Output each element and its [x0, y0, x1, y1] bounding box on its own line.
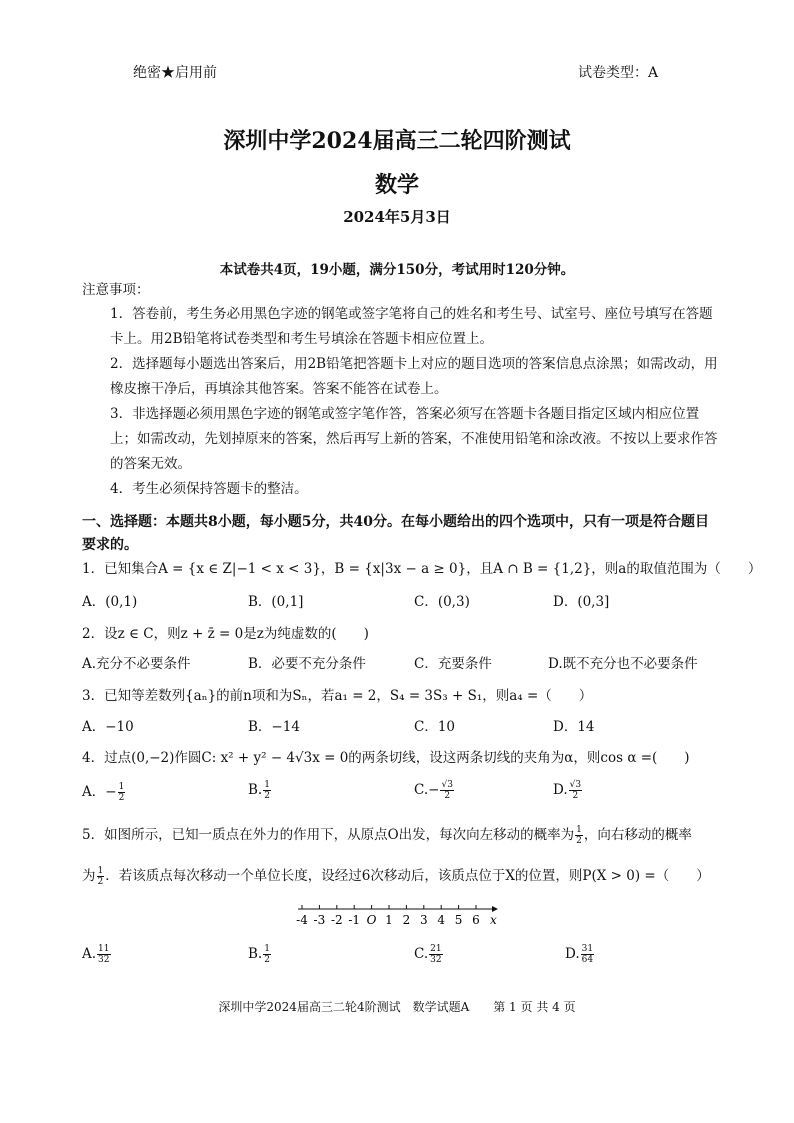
- q1-option-d: D．(0,3]: [553, 594, 610, 610]
- fraction: $\frac{31}{64}$: [581, 944, 594, 965]
- q4-option-b: B. $\frac{1}{2}$: [248, 780, 270, 801]
- fraction: $\frac{1}{2}$: [264, 944, 270, 965]
- number-line-tick-label: O: [366, 913, 377, 927]
- fraction: $\frac{√3}{2}$: [441, 780, 453, 801]
- question-3-stem: 3．已知等差数列{aₙ}的前n项和为Sₙ，若a₁ = 2，S₄ = 3S₃ + S₁，则a₄ =（ ）: [82, 688, 593, 704]
- q3-option-d: D．14: [553, 719, 595, 735]
- number-line-figure: [296, 900, 506, 930]
- question-4-stem: 4．过点(0,−2)作圆C: x² + y² − 4√3x = 0的两条切线，设这两条切线的夹角为α，则cos α =( ): [82, 750, 690, 766]
- number-line-tick-label: -1: [348, 913, 361, 927]
- q5-option-c: C. $\frac{21}{32}$: [414, 944, 442, 965]
- q4-option-d: D. $\frac{√3}{2}$: [553, 780, 582, 801]
- exam-info: 本试卷共4页，19小题，满分150分，考试用时120分钟。: [219, 262, 575, 278]
- confidential-label: 绝密★启用前: [133, 65, 217, 81]
- section-heading: 一、选择题：本题共8小题，每小题5分，共40分。在每小题给出的四个选项中，只有一项是符合题目要求的。: [82, 514, 709, 553]
- fraction: $\frac{√3}{2}$: [569, 780, 582, 801]
- number-line-tick-label: 2: [402, 913, 411, 927]
- number-line-tick-label: 6: [472, 913, 480, 927]
- page-footer: 深圳中学2024届高三二轮4阶测试 数学试题A 第 1 页 共 4 页: [218, 1000, 576, 1014]
- subject-title: 数学: [374, 172, 419, 198]
- q4-option-c: C.− $\frac{√3}{2}$: [414, 780, 453, 801]
- q1-option-b: B．(0,1]: [248, 594, 304, 610]
- question-1-stem: 1．已知集合A = {x ∈ Z|−1 < x < 3}，B = {x|3x − a ≥ 0}，且A ∩ B = {1,2}，则a的取值范围为（ ）: [82, 561, 762, 577]
- q5-option-a: A. $\frac{11}{32}$: [82, 944, 110, 965]
- exam-date: 2024年5月3日: [343, 208, 451, 226]
- number-line-tick-label: 4: [437, 913, 446, 927]
- q5-option-d: D. $\frac{31}{64}$: [565, 944, 594, 965]
- number-line-tick-label: 1: [385, 913, 393, 927]
- notice-item: 3．非选择题必须用黑色字迹的钢笔或签字笔作答，答案必须写在答题卡各题目指定区域内相应位置上；如需改动，先划掉原来的答案，然后再写上新的答案，不准使用铅笔和涂改液。不按以上要求作答的答案无效。: [110, 406, 718, 472]
- notice-item: 2．选择题每小题选出答案后，用2B铅笔把答题卡上对应的题目选项的答案信息点涂黑；如需改动，用橡皮擦干净后，再填涂其他答案。答案不能答在试卷上。: [110, 356, 718, 397]
- number-line-arrow: [492, 906, 498, 912]
- number-line-tick-label: -2: [330, 913, 343, 927]
- q5-option-b: B. $\frac{1}{2}$: [248, 944, 270, 965]
- notice-heading: 注意事项：: [82, 282, 150, 298]
- q1-option-a: A．(0,1): [82, 594, 138, 610]
- q3-option-a: A．−10: [82, 719, 134, 735]
- q1-option-c: C．(0,3): [414, 594, 470, 610]
- number-line-ticks: [296, 905, 480, 927]
- question-2-stem: 2．设z ∈ C，则z + z̄ = 0是z为纯虚数的( ): [82, 626, 369, 642]
- q2-option-d: D.既不充分也不必要条件: [548, 656, 698, 672]
- q2-option-b: B．必要不充分条件: [248, 656, 366, 672]
- paper-type-label: 试卷类型：A: [578, 65, 659, 81]
- number-line-tick-label: -4: [296, 913, 308, 927]
- number-line-tick-label: 3: [419, 913, 428, 927]
- q4-option-a: A．− $\frac{1}{2}$: [82, 782, 125, 803]
- fraction: $\frac{1}{2}$: [264, 780, 270, 801]
- notice-item: 1．答卷前，考生务必用黑色字迹的钢笔或签字笔将自己的姓名和考生号、试室号、座位号填写在答题卡上。用2B铅笔将试卷类型和考生号填涂在答题卡相应位置上。: [110, 306, 713, 347]
- fraction: $\frac{11}{32}$: [98, 944, 110, 965]
- exam-title: 深圳中学2024届高三二轮四阶测试: [223, 128, 571, 154]
- fraction: $\frac{21}{32}$: [430, 944, 442, 965]
- notice-item: 4．考生必须保持答题卡的整洁。: [110, 481, 308, 497]
- q2-option-c: C．充要条件: [414, 656, 492, 672]
- number-line-tick-label: -3: [313, 913, 326, 927]
- fraction: $\frac{1}{2}$: [97, 866, 104, 887]
- fraction: $\frac{1}{2}$: [118, 782, 125, 803]
- axis-label: x: [490, 913, 497, 927]
- number-line-tick-label: 5: [454, 913, 463, 927]
- q2-option-a: A.充分不必要条件: [82, 656, 191, 672]
- q3-option-b: B．−14: [248, 719, 300, 735]
- fraction: $\frac{1}{2}$: [576, 825, 582, 846]
- question-5-stem-line2: 为 $\frac{1}{2}$ ．若该质点每次移动一个单位长度，设经过6次移动后，该质点位于X的位置，则P(X > 0) =（ ）: [82, 866, 710, 887]
- question-5-stem-line1: 5．如图所示，已知一质点在外力的作用下，从原点O出发，每次向左移动的概率为 $\frac{1}{2}$ ，向右移动的概率: [82, 825, 692, 846]
- q3-option-c: C．10: [414, 719, 456, 735]
